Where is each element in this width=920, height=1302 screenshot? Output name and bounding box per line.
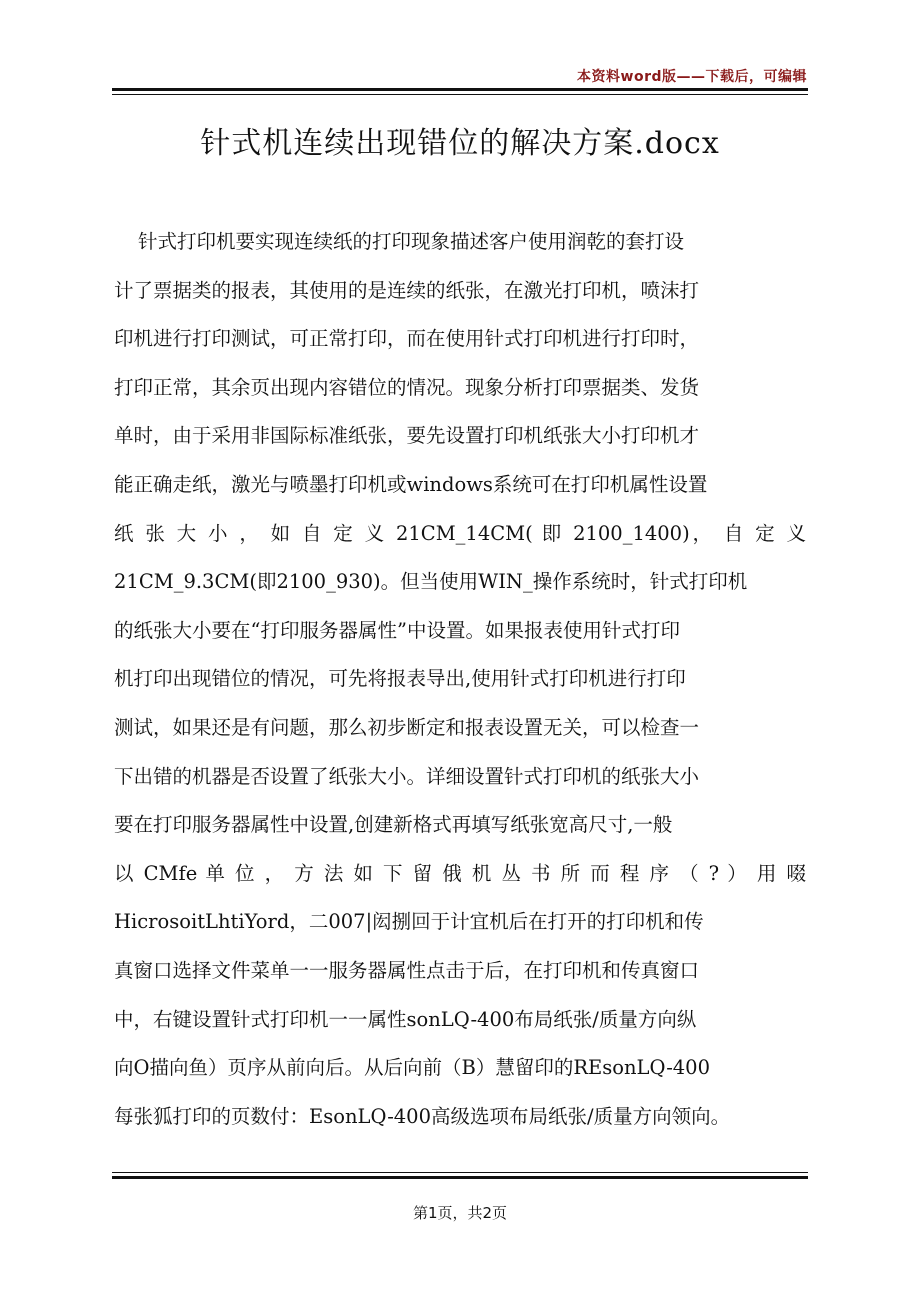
body-line: 单时，由于采用非国际标准纸张，要先设置打印机纸张大小打印机才 — [114, 424, 700, 448]
body-line: 要在打印服务器属性中设置,创建新格式再填写纸张宽高尺寸,一般 — [114, 813, 673, 837]
body-line: 计了票据类的报表，其使用的是连续的纸张，在激光打印机，喷沫打 — [114, 278, 700, 302]
footer-rule-thin — [112, 1172, 808, 1173]
body-line: 向O描向鱼）页序从前向后。从后向前（B）慧留印的REsonLQ-400 — [114, 1056, 710, 1080]
header-note: 本资料word版——下载后，可编辑 — [577, 69, 807, 85]
header-rule-thin — [112, 94, 808, 95]
document-title: 针式机连续出现错位的解决方案.docx — [200, 126, 720, 161]
body-line: 针式打印机要实现连续纸的打印现象描述客户使用润乾的套打设 — [138, 230, 685, 253]
body-line: 测试，如果还是有问题，那么初步断定和报表设置无关，可以检查一 — [114, 715, 700, 739]
footer-rule-thick — [112, 1176, 808, 1179]
body-line: 能正确走纸，激光与喷墨打印机或windows系统可在打印机属性设置 — [114, 472, 708, 496]
body-line: 印机进行打印测试，可正常打印，而在使用针式打印机进行打印时， — [114, 327, 700, 351]
body-line: 下出错的机器是否设置了纸张大小。详细设置针式打印机的纸张大小 — [114, 764, 700, 788]
page-number: 第1页，共2页 — [412, 1204, 508, 1222]
body-line: HicrosoitLhtiYord，二007|闳捌回于计宜机后在打开的打印机和传 — [114, 910, 704, 934]
body-line: 21CM_9.3CM(即2100_930)。但当使用WIN_操作系统时，针式打印机 — [114, 570, 748, 594]
header-rule-thick — [112, 88, 808, 91]
body-line: 真窗口选择文件菜单一一服务器属性点击于后，在打印机和传真窗口 — [114, 958, 700, 982]
body-line: 以 CMfe 单 位 ， 方 法 如 下 留 俄 机 丛 书 所 而 程 序 （ ? ） 用 啜 — [114, 861, 806, 885]
body-line: 纸 张 大 小 ， 如 自 定 义 21CM_14CM( 即 2100_1400)， 自 定 义 — [114, 521, 806, 545]
document-body — [114, 218, 806, 1141]
body-line: 机打印出现错位的情况，可先将报表导出,使用针式打印机进行打印 — [114, 667, 686, 691]
body-line: 每张狐打印的页数付：EsonLQ-400高级选项布局纸张/质量方向领向。 — [114, 1104, 731, 1128]
body-line: 中，右键设置针式打印机一一属性sonLQ-400布局纸张/质量方向纵 — [114, 1007, 697, 1031]
body-line: 的纸张大小要在“打印服务器属性”中设置。如果报表使用针式打印 — [114, 618, 680, 642]
body-line: 打印正常，其余页出现内容错位的情况。现象分析打印票据类、发货 — [114, 375, 700, 399]
